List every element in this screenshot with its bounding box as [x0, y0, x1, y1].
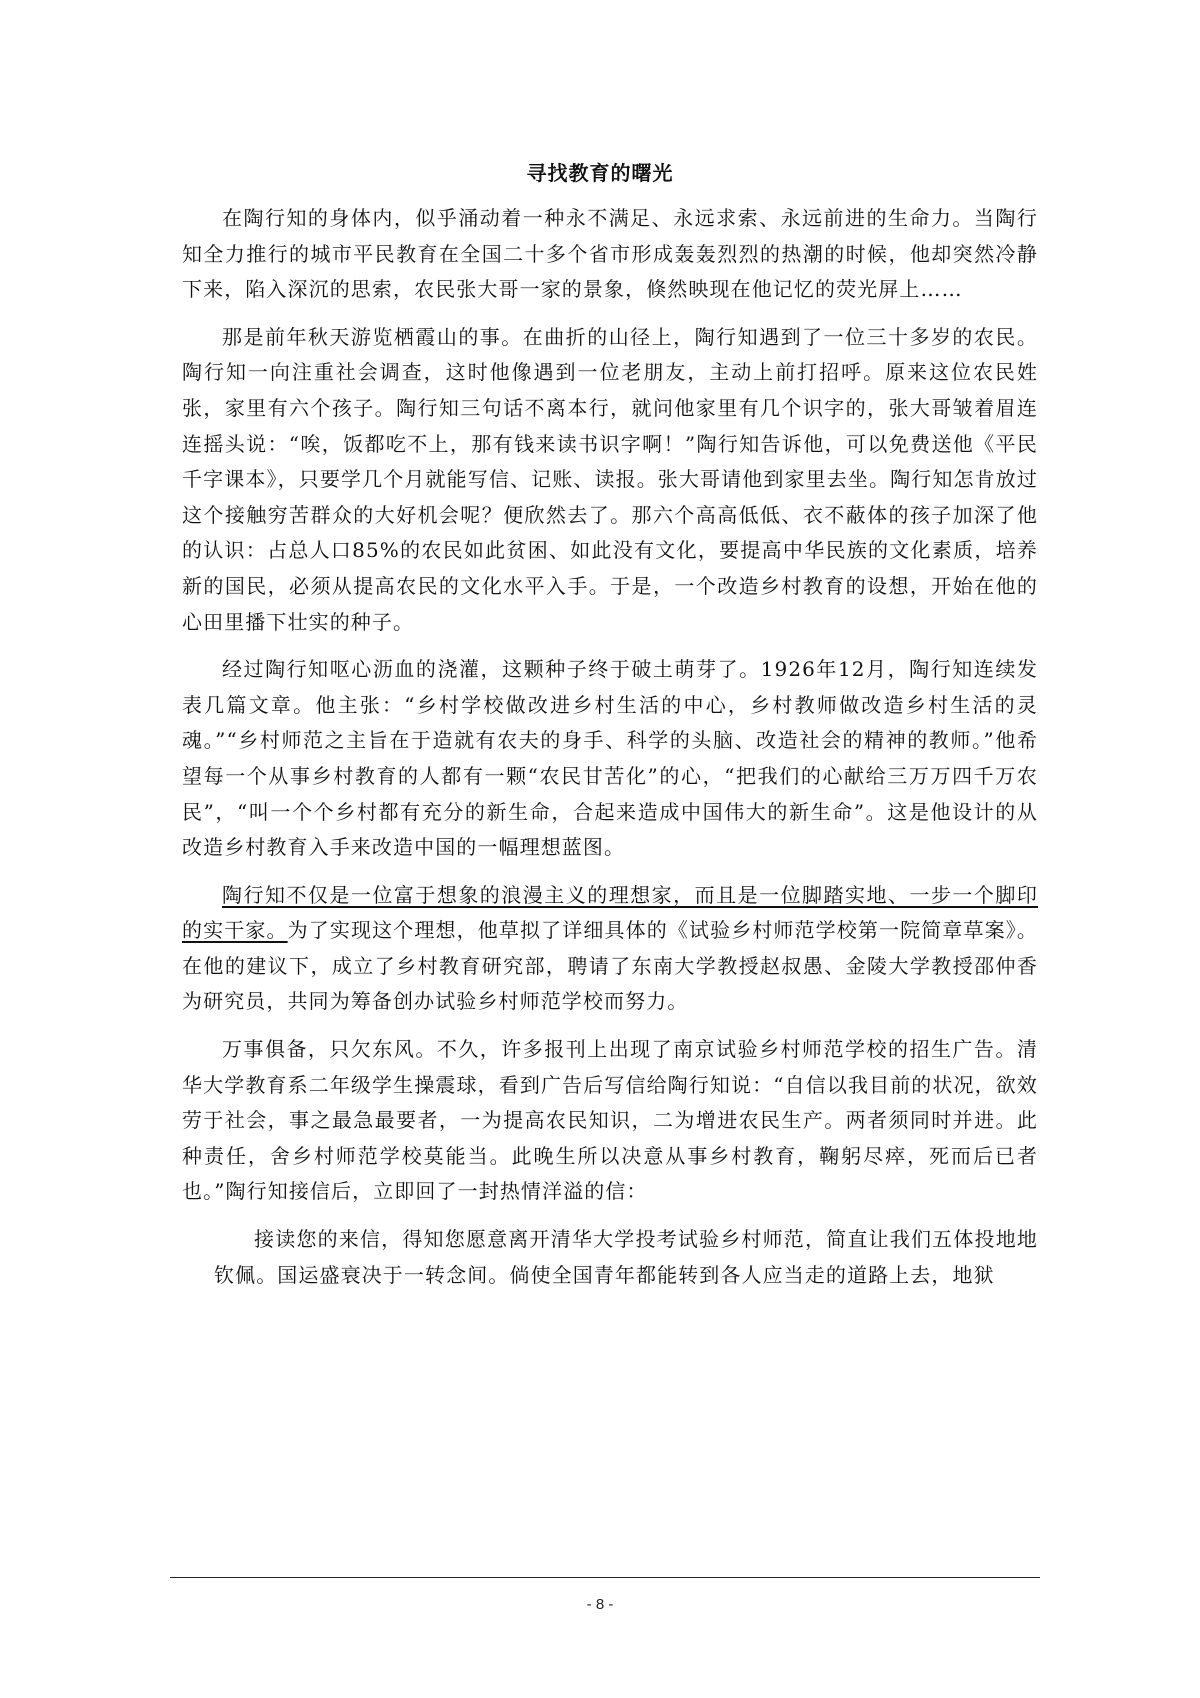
underlined-sentence: 陶行知不仅是一位富于想象的浪漫主义的理想家，而且是一位脚踏实地、一步一个脚印的实干家。: [182, 882, 1038, 943]
paragraph-5: 万事俱备，只欠东风。不久，许多报刊上出现了南京试验乡村师范学校的招生广告。清华大学教育系二年级学生操震球，看到广告后写信给陶行知说：“自信以我目前的状况，欲效劳于社会，事之最急最要者，一为提高农民知识，二为增进农民生产。两者须同时并进。此种责任，舍乡村师范学校莫能当。此晚生所以决意从事乡村教育，鞠躬尽瘁，死而后已者也。”陶行知接信后，立即回了一封热情洋溢的信：: [182, 1037, 1038, 1204]
page-number: - 8 -: [586, 1596, 614, 1613]
article-body: [182, 201, 1038, 1293]
footer-divider: [170, 1577, 1040, 1578]
paragraph-4-rest: 为了实现这个理想，他草拟了详细具体的《试验乡村师范学校第一院简章草案》。在他的建议下，成立了乡村教育研究部，聘请了东南大学教授赵叔愚、金陵大学教授邵仲香为研究员，共同为筹备创办试验乡村师范学校而努力。: [182, 918, 1039, 1014]
article-title: 寻找教育的曙光: [526, 161, 674, 185]
paragraph-4: [182, 878, 1038, 1020]
paragraph-1: 在陶行知的身体内，似乎涌动着一种永不满足、永远求索、永远前进的生命力。当陶行知全力推行的城市平民教育在全国二十多个省市形成轰轰烈烈的热潮的时候，他却突然冷静下来，陷入深沉的思索，农民张大哥一家的景象，倏然映现在他记忆的荧光屏上……: [182, 206, 1038, 302]
paragraph-3: 经过陶行知呕心沥血的浇灌，这颗种子终于破土萌芽了。1926年12月，陶行知连续发表几篇文章。他主张：“乡村学校做改进乡村生活的中心，乡村教师做改造乡村生活的灵魂。”“乡村师范之主旨在于造就有农夫的身手、科学的头脑、改造社会的精神的教师。”他希望每一个从事乡村教育的人都有一颗“农民甘苦化”的心，“把我们的心献给三万万四千万农民”，“叫一个个乡村都有充分的新生命，合起来造成中国伟大的新生命”。这是他设计的从改造乡村教育入手来改造中国的一幅理想蓝图。: [182, 657, 1038, 860]
letter-excerpt: 接读您的来信，得知您愿意离开清华大学投考试验乡村师范，简直让我们五体投地地钦佩。国运盛衰决于一转念间。倘使全国青年都能转到各人应当走的道路上去，地狱: [214, 1227, 1038, 1287]
paragraph-2: 那是前年秋天游览栖霞山的事。在曲折的山径上，陶行知遇到了一位三十多岁的农民。陶行知一向注重社会调查，这时他像遇到一位老朋友，主动上前打招呼。原来这位农民姓张，家里有六个孩子。陶行知三句话不离本行，就问他家里有几个识字的，张大哥皱着眉连连摇头说：“唉，饭都吃不上，那有钱来读书识字啊！”陶行知告诉他，可以免费送他《平民千字课本》，只要学几个月就能写信、记账、读报。张大哥请他到家里去坐。陶行知怎肯放过这个接触穷苦群众的大好机会呢？便欣然去了。那六个高高低低、衣不蔽体的孩子加深了他的认识：占总人口85%的农民如此贫困、如此没有文化，要提高中华民族的文化素质，培养新的国民，必须从提高农民的文化水平入手。于是，一个改造乡村教育的设想，开始在他的心田里播下壮实的种子。: [182, 324, 1038, 634]
